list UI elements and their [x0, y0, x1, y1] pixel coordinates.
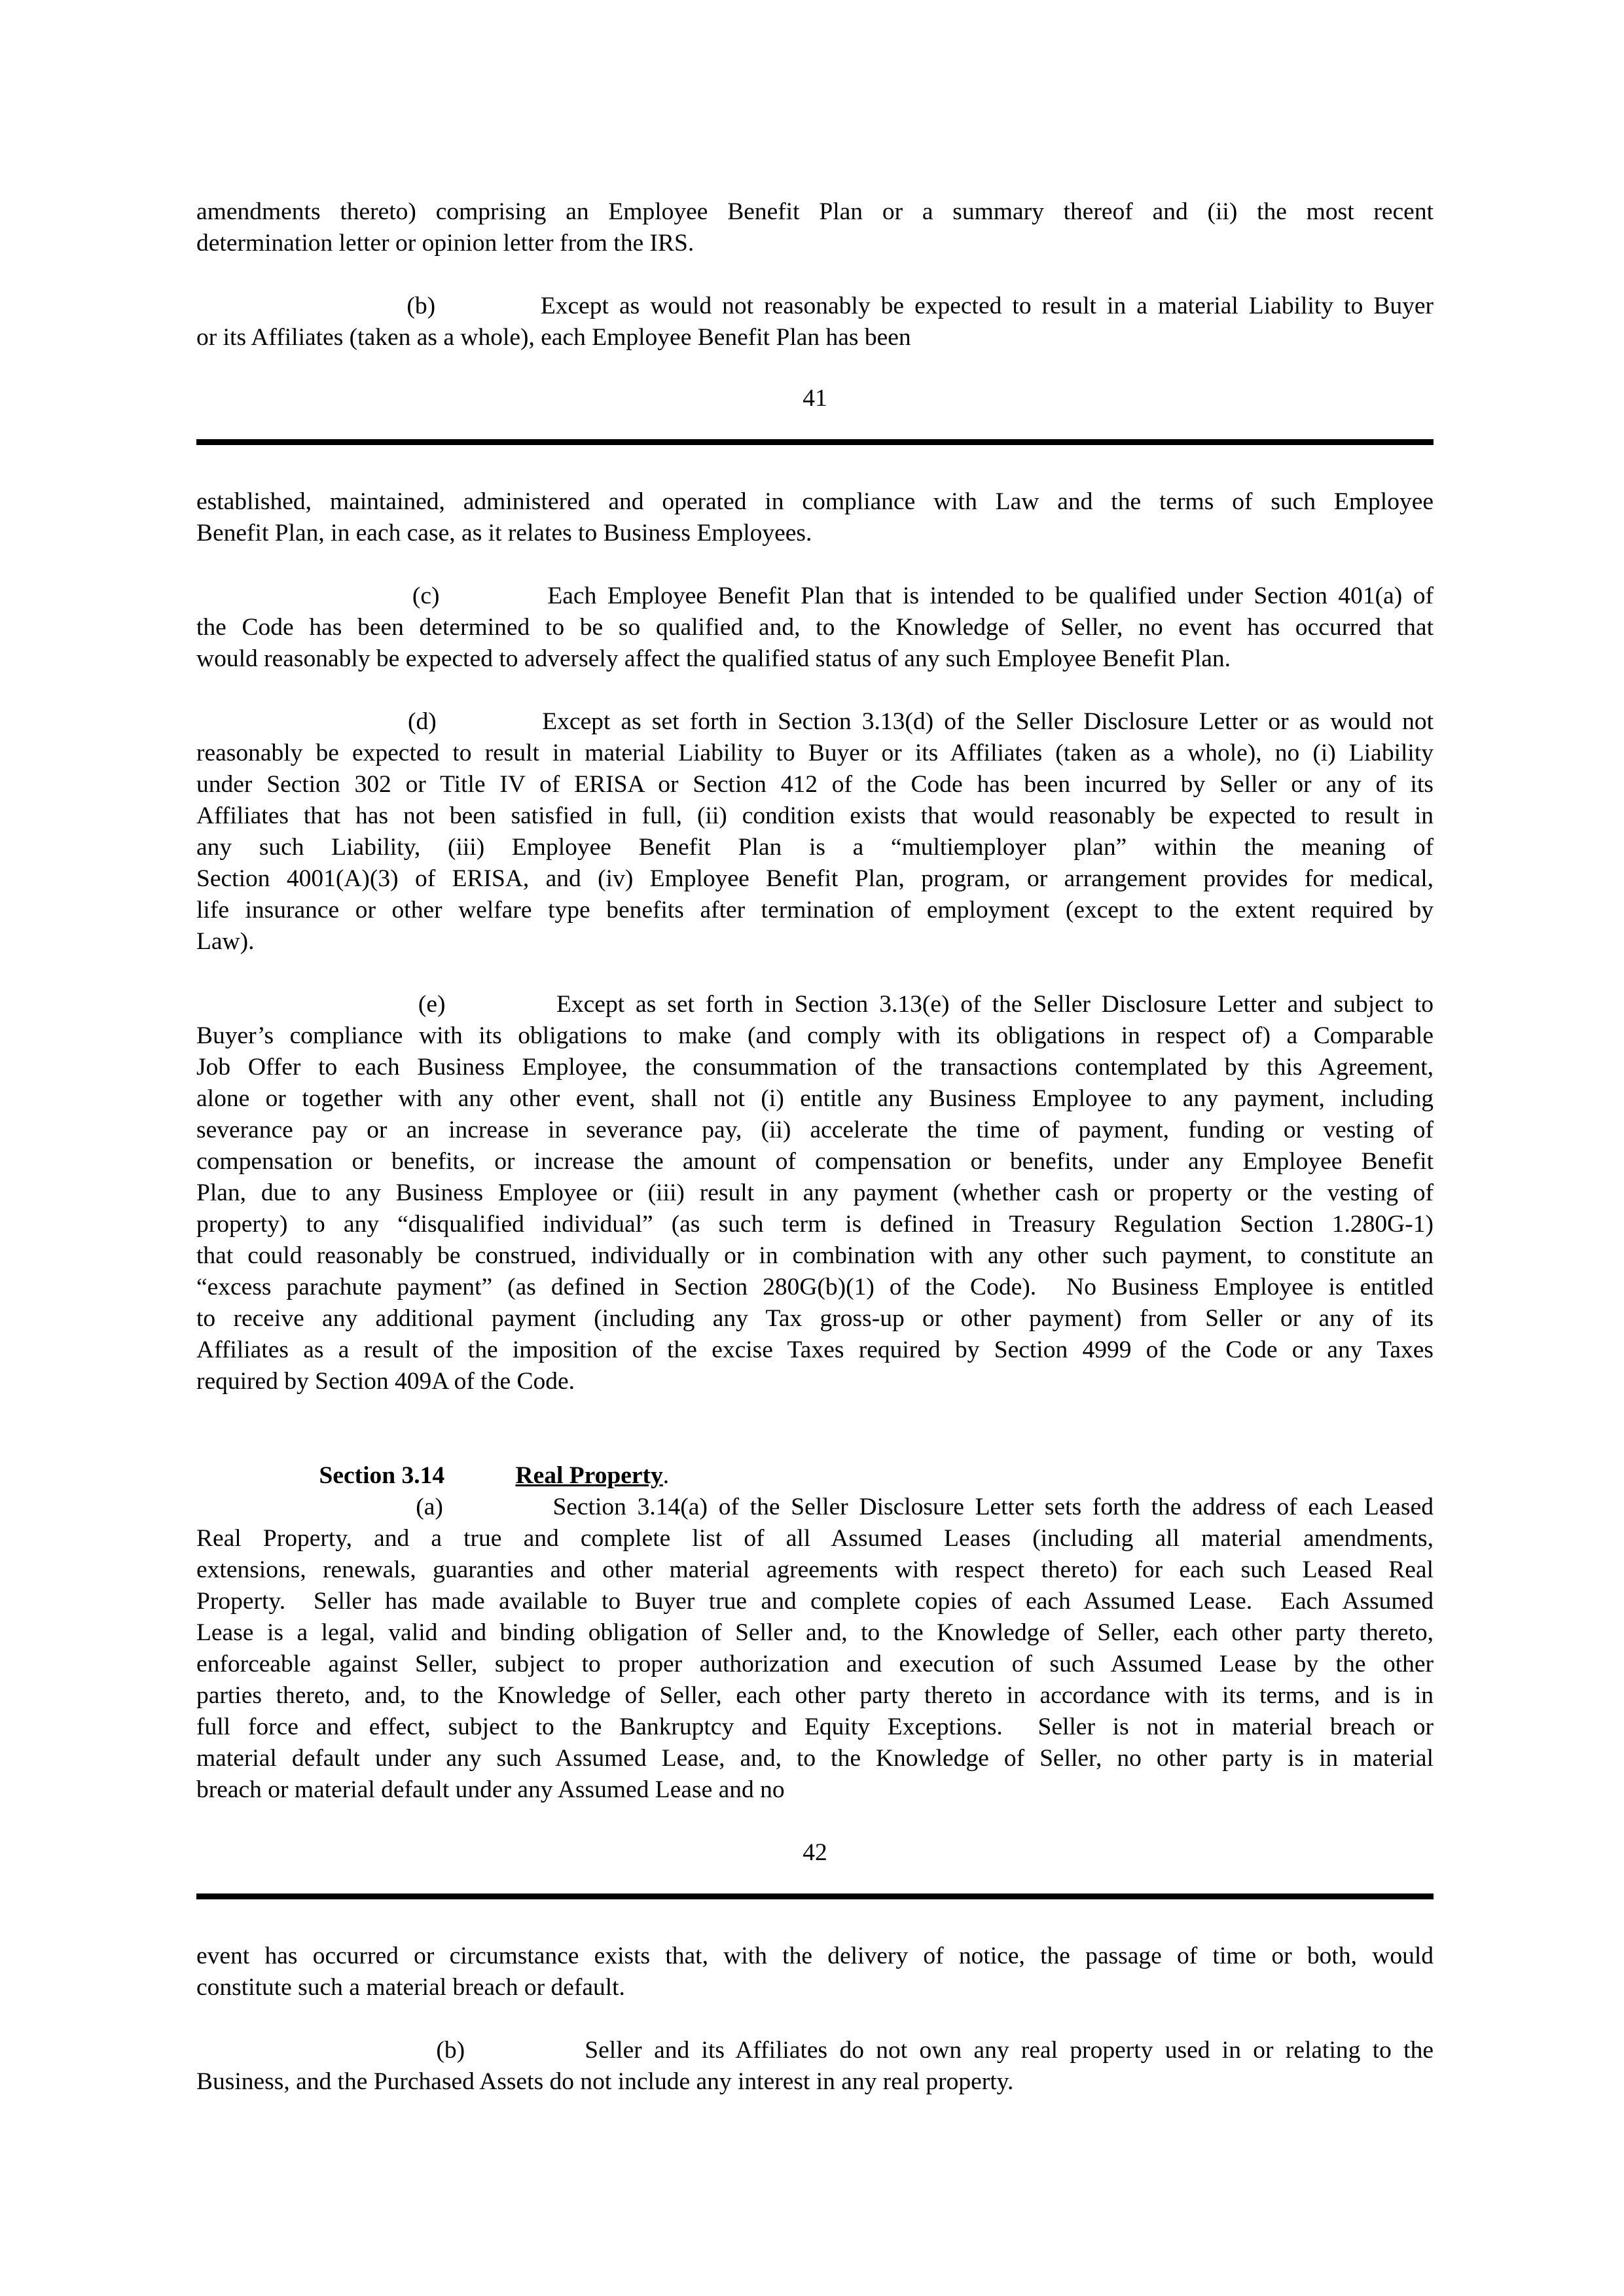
text-line: Business, and the Purchased Assets do not include any interest in any real property.	[196, 2068, 1014, 2095]
text-line: reasonably be expected to result in material Liability to Buyer or its Affiliates (taken as a whole), no (i) Liability	[196, 740, 1434, 766]
section-number: Section 3.14	[319, 1462, 445, 1489]
text-line: or its Affiliates (taken as a whole), each Employee Benefit Plan has been	[196, 324, 911, 351]
page-break-rule	[196, 439, 1434, 445]
text-line: full force and effect, subject to the Bankruptcy and Equity Exceptions. Seller is not in material breach or	[196, 1713, 1434, 1740]
text-line: life insurance or other welfare type benefits after termination of employment (except to the extent required by	[196, 897, 1434, 924]
text-line: Plan, due to any Business Employee or (iii) result in any payment (whether cash or property or the vesting of	[196, 1179, 1434, 1206]
text-line: the Code has been determined to be so qualified and, to the Knowledge of Seller, no event has occurred that	[196, 614, 1434, 641]
paragraph-e	[196, 989, 1434, 1397]
text-line: breach or material default under any Assumed Lease and no	[196, 1776, 785, 1803]
text-line: Buyer’s compliance with its obligations to make (and comply with its obligations in respect of) a Comparable	[196, 1022, 1434, 1049]
paragraph-a-continuation	[196, 196, 1434, 259]
paragraph-real-property-a	[196, 1492, 1434, 1806]
text-line: severance pay or an increase in severance pay, (ii) accelerate the time of payment, funding or vesting of	[196, 1117, 1434, 1143]
text-line: under Section 302 or Title IV of ERISA or Section 412 of the Code has been incurred by Seller or any of its	[196, 771, 1434, 798]
text-line: alone or together with any other event, shall not (i) entitle any Business Employee to any payment, including	[196, 1085, 1434, 1112]
text-line: required by Section 409A of the Code.	[196, 1368, 575, 1395]
text-line: Law).	[196, 928, 255, 955]
paragraph-b	[196, 291, 1434, 353]
text-line: enforceable against Seller, subject to proper authorization and execution of such Assumed Lease by the other	[196, 1651, 1434, 1677]
text-line: Job Offer to each Business Employee, the consummation of the transactions contemplated by this Agreement,	[196, 1054, 1434, 1081]
paragraph-b-continuation	[196, 486, 1434, 549]
text-line: (b) Seller and its Affiliates do not own any real property used in or relating to the	[196, 2037, 1434, 2064]
text-line: parties thereto, and, to the Knowledge of Seller, each other party thereto in accordance with its terms, and is in	[196, 1682, 1434, 1709]
paragraph-c	[196, 581, 1434, 675]
text-line: to receive any additional payment (including any Tax gross-up or other payment) from Seller or any of its	[196, 1305, 1434, 1332]
paragraph-real-property-b	[196, 2035, 1434, 2098]
text-line: (e) Except as set forth in Section 3.13(e) of the Seller Disclosure Letter and subject to	[196, 991, 1434, 1018]
text-line: “excess parachute payment” (as defined in Section 280G(b)(1) of the Code). No Business Employee is entitled	[196, 1274, 1434, 1300]
text-line: material default under any such Assumed Lease, and, to the Knowledge of Seller, no other party is in material	[196, 1745, 1434, 1772]
text-line: property) to any “disqualified individual” (as such term is defined in Treasury Regulation Section 1.280G-1)	[196, 1211, 1434, 1238]
text-line: established, maintained, administered and operated in compliance with Law and the terms of such Employee	[196, 488, 1434, 515]
text-line: event has occurred or circumstance exists that, with the delivery of notice, the passage of time or both, would	[196, 1943, 1434, 1969]
text-line: any such Liability, (iii) Employee Benefit Plan is a “multiemployer plan” within the meaning of	[196, 834, 1434, 861]
text-line: Affiliates that has not been satisfied in full, (ii) condition exists that would reasonably be expected to result in	[196, 802, 1434, 829]
text-line: constitute such a material breach or default.	[196, 1974, 625, 2001]
section-title-period: .	[662, 1462, 670, 1489]
text-line: Real Property, and a true and complete list of all Assumed Leases (including all material amendments,	[196, 1525, 1434, 1552]
page-number: 42	[803, 1839, 827, 1866]
text-line: (c) Each Employee Benefit Plan that is intended to be qualified under Section 401(a) of	[196, 583, 1434, 609]
text-line: (a) Section 3.14(a) of the Seller Disclosure Letter sets forth the address of each Leased	[196, 1494, 1434, 1520]
text-line: that could reasonably be construed, individually or in combination with any other such payment, to constitute an	[196, 1242, 1434, 1269]
text-line: amendments thereto) comprising an Employee Benefit Plan or a summary thereof and (ii) the most recent	[196, 198, 1434, 225]
text-line: Benefit Plan, in each case, as it relates to Business Employees.	[196, 520, 812, 547]
text-line: (d) Except as set forth in Section 3.13(d) of the Seller Disclosure Letter or as would not	[196, 708, 1434, 735]
text-line: (b) Except as would not reasonably be expected to result in a material Liability to Buyer	[196, 293, 1434, 319]
text-line: compensation or benefits, or increase the amount of compensation or benefits, under any Employee Benefit	[196, 1148, 1434, 1175]
text-line: Section 4001(A)(3) of ERISA, and (iv) Employee Benefit Plan, program, or arrangement provides for medical,	[196, 865, 1434, 892]
section-title: Real Property	[515, 1462, 663, 1489]
text-line: Lease is a legal, valid and binding obligation of Seller and, to the Knowledge of Seller, each other party thereto,	[196, 1619, 1434, 1646]
text-line: extensions, renewals, guaranties and other material agreements with respect thereto) for each such Leased Real	[196, 1556, 1434, 1583]
text-line: Property. Seller has made available to Buyer true and complete copies of each Assumed Lease. Each Assumed	[196, 1588, 1434, 1615]
paragraph-d	[196, 706, 1434, 958]
text-line: determination letter or opinion letter from the IRS.	[196, 230, 695, 257]
text-line: Affiliates as a result of the imposition of the excise Taxes required by Section 4999 of the Code or any Taxes	[196, 1336, 1434, 1363]
text-line: would reasonably be expected to adversely affect the qualified status of any such Employee Benefit Plan.	[196, 645, 1231, 672]
paragraph-a-continuation	[196, 1941, 1434, 2003]
page-break-rule	[196, 1893, 1434, 1899]
page-number: 41	[803, 385, 827, 412]
